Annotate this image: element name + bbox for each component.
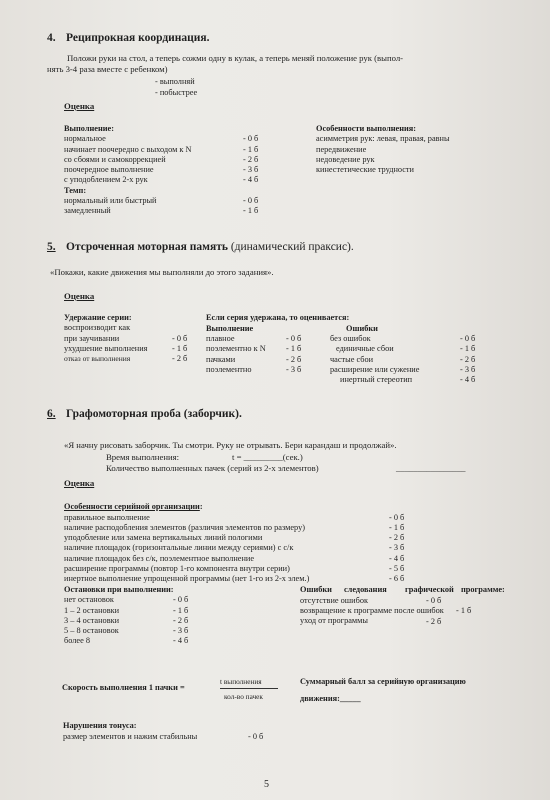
sum-label: Суммарный балл за серийную организацию	[300, 677, 466, 686]
speed-denominator: кол-во пачек	[224, 692, 263, 701]
stops-item: 5 – 8 остановок	[64, 626, 119, 636]
error-score: - 1 б	[460, 344, 476, 354]
s5-exec-item: плавное	[206, 334, 235, 343]
follow-item: возвращение к программе после ошибок	[300, 605, 444, 615]
section-4-execution-labels	[64, 124, 192, 217]
stops-score: - 3 б	[173, 626, 189, 636]
exec-score: - 3 б	[243, 165, 259, 175]
section-5-title-wrap	[66, 241, 354, 253]
follow-heading-word-2: следования	[344, 585, 387, 594]
section-4-features	[316, 124, 450, 175]
org-score: - 3 б	[389, 543, 405, 553]
section-6-number: 6.	[47, 408, 56, 420]
feature-item: недоведение рук	[316, 154, 375, 164]
section-6-organization-heading-wrap	[64, 502, 203, 512]
error-score: - 0 б	[460, 334, 476, 343]
error-score: - 2 б	[460, 354, 476, 364]
exec-score: - 0 б	[243, 134, 259, 144]
section-4-instruction-line2: нять 3-4 раза вместе с ребенком)	[47, 64, 168, 74]
section-4-features-heading: Особенности выполнения:	[316, 124, 417, 133]
section-5-number: 5.	[47, 241, 56, 253]
section-5-errors	[330, 334, 419, 385]
sum-field[interactable]: движения:_____	[300, 694, 361, 703]
section-4-execution-scores	[243, 124, 258, 217]
stops-item: 3 – 4 остановки	[64, 615, 120, 625]
section-5-score-heading: Оценка	[64, 291, 95, 301]
retention-heading: Удержание серии:	[64, 313, 132, 322]
section-6-time-label: Время выполнения:	[106, 451, 180, 462]
retention-item: при заучивании	[64, 333, 120, 343]
exec-item: начинает поочередно с выходом к N	[64, 144, 192, 154]
section-6-count-field[interactable]: ________________	[396, 463, 466, 473]
org-item: наличие площадок (горизонтальные линии между сериями) с с/к	[64, 543, 294, 553]
exec-item: нормальное	[64, 134, 106, 144]
tempo-score: - 1 б	[243, 206, 259, 216]
error-item: без ошибок	[330, 334, 371, 343]
s5-exec-item: пачками	[206, 354, 236, 364]
section-5-execution	[206, 334, 266, 375]
section-6-organization-colon: :	[199, 502, 203, 511]
exec-item: со сбоями и самокоррекцией	[64, 154, 166, 164]
section-5-instruction: «Покажи, какие движения мы выполняли до этого задания».	[50, 267, 274, 277]
section-4-execution-heading: Выполнение:	[64, 124, 114, 133]
org-item: уподобление или замена вертикальных линий пологими	[64, 533, 263, 543]
page-number: 5	[264, 779, 269, 790]
stops-item: 1 – 2 остановки	[64, 605, 120, 615]
section-6-organization-scores	[389, 513, 404, 585]
feature-item: кинестетические трудности	[316, 165, 414, 175]
section-5-retention	[64, 313, 147, 364]
org-item: наличие площадок без с/к, поэлементное выполнение	[64, 553, 255, 563]
section-6-organization	[64, 513, 309, 585]
section-6-count-label: Количество выполненных пачек (серий из 2-х элементов)	[106, 463, 319, 473]
speed-label: Скорость выполнения 1 пачки =	[62, 683, 185, 692]
s5-exec-score: - 1 б	[286, 344, 302, 354]
tempo-score: - 0 б	[243, 196, 259, 206]
section-5-execution-scores	[286, 334, 301, 375]
error-item: инертный стереотип	[340, 375, 413, 385]
follow-score: - 0 б	[426, 595, 442, 605]
section-5-retention-scores	[172, 313, 187, 364]
stops-score: - 1 б	[173, 605, 189, 615]
section-5-title-rest: (динамический праксис).	[227, 241, 354, 253]
follow-score: - 2 б	[426, 616, 442, 626]
tempo-item: замедленный	[64, 206, 111, 216]
section-6-time-field[interactable]: t = _________(сек.)	[232, 451, 303, 462]
section-6-score-heading: Оценка	[64, 478, 95, 488]
exec-item: с уподоблением 2-х рук	[64, 175, 148, 185]
exec-score: - 2 б	[243, 154, 259, 164]
speed-numerator: t выполнения	[220, 677, 262, 686]
tempo-item: нормальный или быстрый	[64, 196, 157, 206]
org-item: инертное выполнение упрощенной программы (нет 1-го из 2-х элем.)	[64, 574, 310, 584]
stops-heading: Остановки при выполнении:	[64, 585, 174, 594]
retention-score: - 2 б	[172, 354, 188, 364]
org-score: - 5 б	[389, 563, 405, 573]
stops-item: более 8	[64, 636, 90, 646]
section-6-instruction: «Я начну рисовать заборчик. Ты смотри. Руку не отрывать. Бери карандаш и продолжай».	[64, 440, 397, 450]
exec-item: поочередное выполнение	[64, 165, 154, 175]
section-5-errors-heading: Ошибки	[346, 323, 378, 333]
retention-score: - 1 б	[172, 343, 188, 353]
s5-exec-score: - 3 б	[286, 364, 302, 374]
follow-heading-word-4: программе:	[461, 585, 505, 594]
s5-exec-score: - 2 б	[286, 354, 302, 364]
error-score: - 4 б	[460, 375, 476, 385]
section-4-tempo-heading: Темп:	[64, 185, 87, 195]
tone-score: - 0 б	[248, 732, 264, 741]
section-4-option-2: - побыстрее	[155, 88, 198, 97]
fraction-bar	[220, 688, 278, 689]
exec-score: - 1 б	[243, 144, 259, 154]
org-score: - 4 б	[389, 553, 405, 563]
org-score: - 1 б	[389, 522, 405, 532]
retention-item: отказ от выполнения	[64, 354, 131, 364]
section-5-execution-heading: Выполнение	[206, 323, 254, 333]
org-item: расширение программы (повтор 1-го компонента внутри серии)	[64, 563, 290, 573]
section-6-title: Графомоторная проба (заборчик).	[66, 408, 242, 420]
s5-exec-item: поэлементно	[206, 364, 252, 374]
section-6-stops-scores	[173, 585, 188, 647]
follow-item: отсутствие ошибок	[300, 595, 369, 605]
tone-item: размер элементов и нажим стабильны	[63, 732, 198, 741]
org-score: - 0 б	[389, 512, 405, 522]
section-5-if-retained-heading: Если серия удержана, то оценивается:	[206, 313, 350, 322]
org-score: - 6 б	[389, 574, 405, 584]
section-6-organization-heading: Особенности серийной организации	[64, 502, 200, 511]
stops-score: - 2 б	[173, 615, 189, 625]
error-item: единичные сбои	[336, 344, 394, 354]
section-4-instruction-line1: Положи руки на стол, а теперь сожми одну в кулак, а теперь меняй положение рук (выпол-	[67, 53, 404, 63]
section-4-title: Реципрокная координация.	[66, 32, 210, 44]
section-4-score-heading: Оценка	[64, 101, 95, 111]
s5-exec-item: поэлементно к N	[206, 344, 266, 354]
error-item: частые сбои	[330, 354, 374, 364]
retention-score: - 0 б	[172, 333, 188, 343]
section-6-stops	[64, 585, 174, 647]
feature-item: передвижение	[316, 144, 367, 154]
follow-item: уход от программы	[300, 616, 368, 626]
exec-score: - 4 б	[243, 175, 259, 185]
follow-score: - 1 б	[456, 606, 472, 615]
stops-item: нет остановок	[64, 595, 114, 605]
follow-heading-word-3: графической	[405, 585, 454, 594]
section-5-errors-scores	[460, 334, 475, 385]
retention-subheading: воспроизводит как	[64, 323, 131, 333]
error-score: - 3 б	[460, 364, 476, 374]
section-4-number: 4.	[47, 32, 56, 44]
follow-heading-word-1: Ошибки	[300, 585, 332, 594]
org-score: - 2 б	[389, 533, 405, 543]
section-4-option-1: - выполняй	[155, 77, 195, 86]
org-item: правильное выполнение	[64, 512, 150, 522]
stops-score: - 0 б	[173, 595, 189, 605]
stops-score: - 4 б	[173, 636, 189, 646]
section-6-follow-errors	[300, 596, 444, 627]
s5-exec-score: - 0 б	[286, 334, 302, 343]
org-item: наличие расподобления элементов (различия элементов по размеру)	[64, 522, 306, 532]
section-5-title: Отсроченная моторная память	[66, 241, 228, 253]
tone-heading: Нарушения тонуса:	[63, 721, 137, 730]
error-item: расширение или сужение	[330, 364, 420, 374]
feature-item: асимметрия рук: левая, правая, равны	[316, 134, 450, 144]
retention-item: ухудшение выполнения	[64, 343, 148, 353]
